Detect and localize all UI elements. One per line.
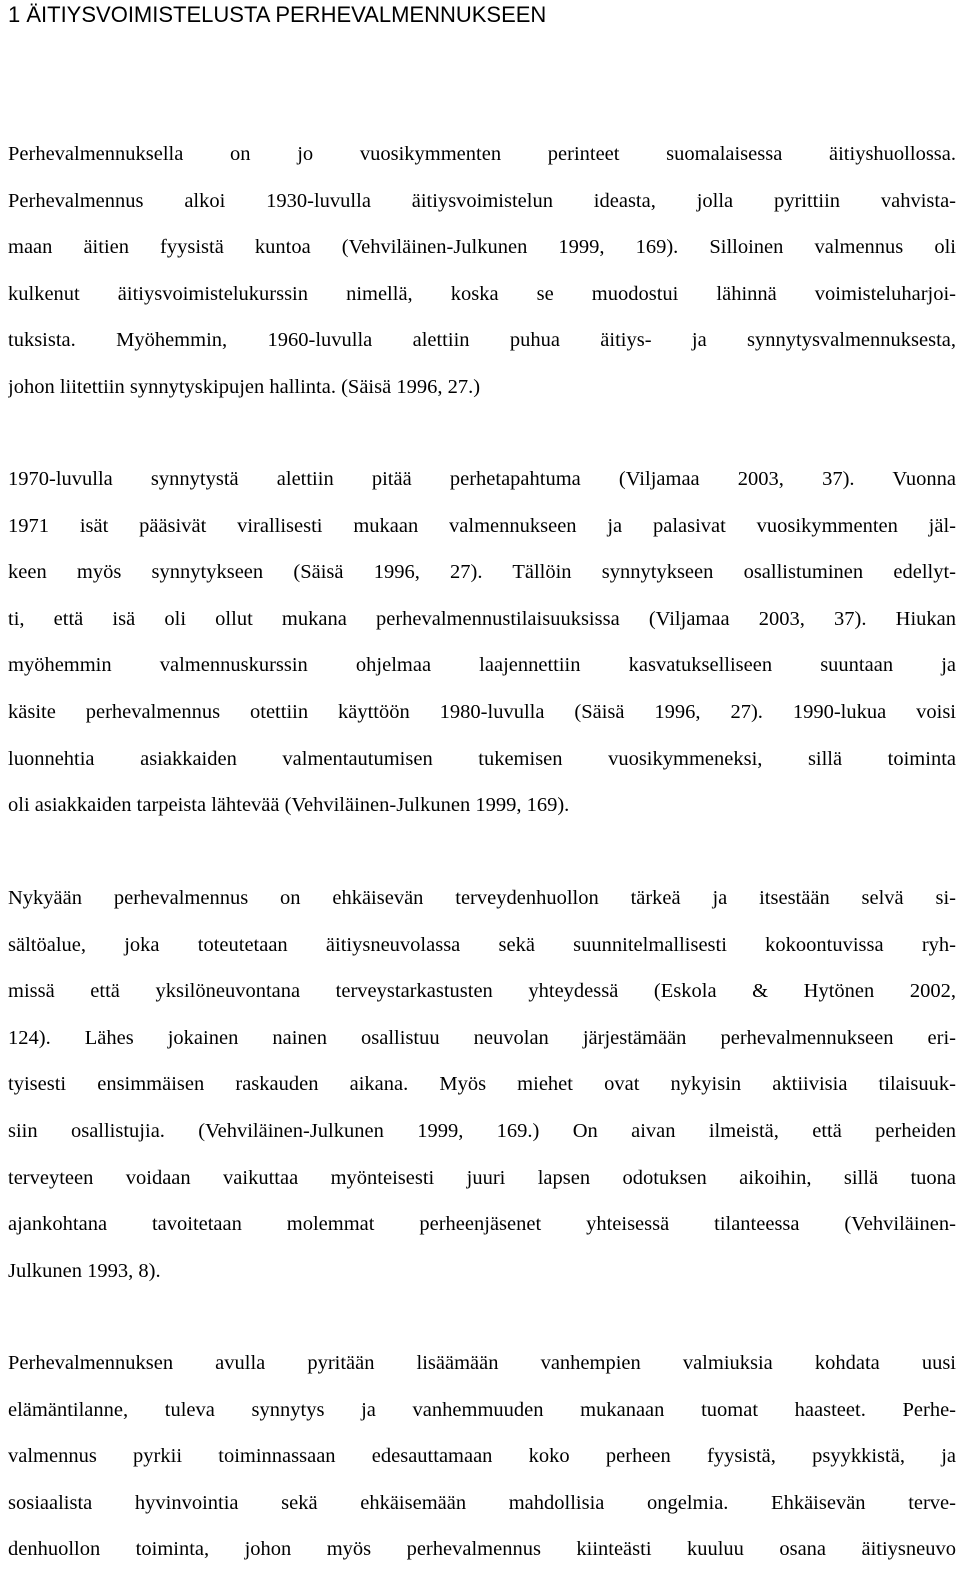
- paragraph-line: maan äitien fyysistä kuntoa (Vehviläinen-Julkunen 1999, 169). Silloinen valmennus oli: [8, 236, 956, 259]
- paragraph-line: 1971 isät pääsivät virallisesti mukaan valmennukseen ja palasivat vuosikymmenten jäl-: [8, 514, 956, 537]
- paragraph-line: oli asiakkaiden tarpeista lähtevää (Vehviläinen-Julkunen 1999, 169).: [8, 794, 570, 817]
- paragraph-line: Perhevalmennus alkoi 1930-luvulla äitiysvoimistelun ideasta, jolla pyrittiin vahvista-: [8, 189, 956, 212]
- paragraph-4: [8, 1340, 956, 1573]
- paragraph-line: sosiaalista hyvinvointia sekä ehkäisemään mahdollisia ongelmia. Ehkäisevän terve-: [8, 1491, 956, 1514]
- paragraph-line: johon liitettiin synnytyskipujen hallinta. (Säisä 1996, 27.): [8, 375, 481, 398]
- paragraph-line: ti, että isä oli ollut mukana perhevalmennustilaisuuksissa (Viljamaa 2003, 37). Hiukan: [8, 607, 956, 630]
- paragraph-line: Julkunen 1993, 8).: [8, 1259, 161, 1282]
- paragraph-line: keen myös synnytykseen (Säisä 1996, 27). Tällöin synnytykseen osallistuminen edellyt-: [8, 561, 956, 584]
- paragraph-line: käsite perhevalmennus otettiin käyttöön 1980-luvulla (Säisä 1996, 27). 1990-lukua voisi: [8, 700, 956, 723]
- paragraph-line: tuksista. Myöhemmin, 1960-luvulla alettiin puhua äitiys- ja synnytysvalmennuksesta,: [8, 329, 956, 352]
- paragraph-line: tyisesti ensimmäisen raskauden aikana. Myös miehet ovat nykyisin aktiivisia tilaisuuk-: [8, 1073, 956, 1096]
- paragraph-line: Nykyään perhevalmennus on ehkäisevän terveydenhuollon tärkeä ja itsestään selvä si-: [8, 887, 956, 909]
- paragraph-line: Perhevalmennuksen avulla pyritään lisäämään vanhempien valmiuksia kohdata uusi: [8, 1352, 956, 1374]
- paragraph-3: [8, 875, 956, 1294]
- paragraph-2: [8, 456, 956, 829]
- paragraph-line: kulkenut äitiysvoimistelukurssin nimellä, koska se muodostui lähinnä voimisteluharjoi-: [8, 282, 956, 305]
- paragraph-line: myöhemmin valmennuskurssin ohjelmaa laajennettiin kasvatukselliseen suuntaan ja: [8, 654, 956, 677]
- paragraph-line: denhuollon toiminta, johon myös perhevalmennus kiinteästi kuuluu osana äitiysneuvo: [8, 1538, 956, 1561]
- paragraph-line: terveyteen voidaan vaikuttaa myönteisesti juuri lapsen odotuksen aikoihin, sillä tuona: [8, 1166, 956, 1189]
- paragraph-line: missä että yksilöneuvontana terveystarkastusten yhteydessä (Eskola & Hytönen 2002,: [8, 980, 956, 1003]
- paragraph-line: siin osallistujia. (Vehviläinen-Julkunen 1999, 169.) On aivan ilmeistä, että perheiden: [8, 1119, 956, 1142]
- section-heading: 1 ÄITIYSVOIMISTELUSTA PERHEVALMENNUKSEEN: [8, 2, 547, 27]
- paragraph-line: sältöalue, joka toteutetaan äitiysneuvolassa sekä suunnitelmallisesti kokoontuvissa ryh-: [8, 933, 956, 956]
- paragraph-line: ajankohtana tavoitetaan molemmat perheenjäsenet yhteisessä tilanteessa (Vehviläinen-: [8, 1213, 956, 1236]
- paragraph-line: Perhevalmennuksella on jo vuosikymmenten perinteet suomalaisessa äitiyshuollossa.: [8, 143, 956, 165]
- paragraph-line: 1970-luvulla synnytystä alettiin pitää perhetapahtuma (Viljamaa 2003, 37). Vuonna: [8, 468, 956, 490]
- paragraph-line: valmennus pyrkii toiminnassaan edesauttamaan koko perheen fyysistä, psyykkistä, ja: [8, 1445, 956, 1468]
- paragraph-line: elämäntilanne, tuleva synnytys ja vanhemmuuden mukanaan tuomat haasteet. Perhe-: [8, 1398, 956, 1421]
- paragraph-line: luonnehtia asiakkaiden valmentautumisen tukemisen vuosikymmeneksi, sillä toiminta: [8, 747, 956, 770]
- paragraph-line: 124). Lähes jokainen nainen osallistuu neuvolan järjestämään perhevalmennukseen eri-: [8, 1026, 956, 1049]
- paragraph-1: [8, 131, 956, 411]
